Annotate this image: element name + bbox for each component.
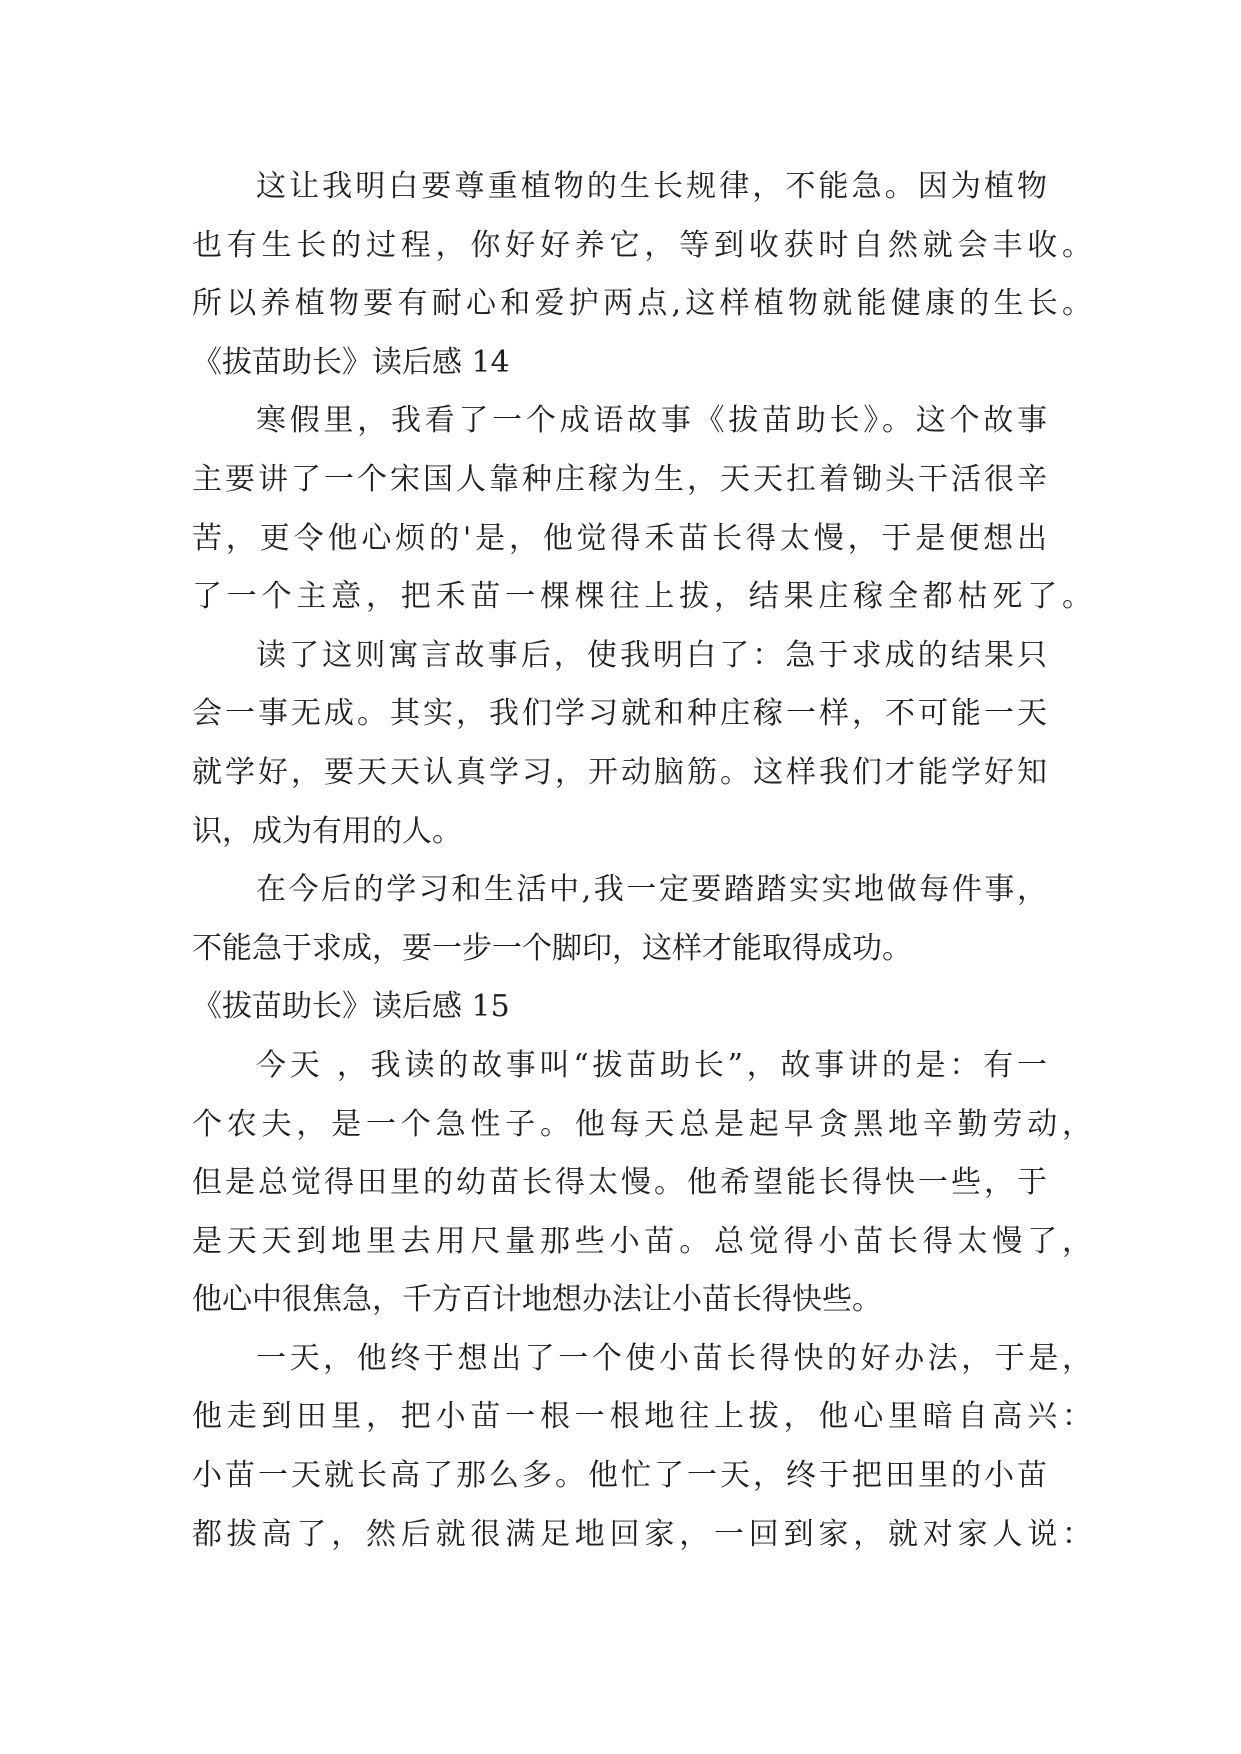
text-line: 他心中很焦急，千方百计地想办法让小苗长得快些。 (192, 1282, 882, 1318)
text-line: 是天天到地里去用尺量那些小苗。总觉得小苗长得太慢了， (192, 1223, 1092, 1259)
text-line: 个农夫，是一个急性子。他每天总是起早贪黑地辛勤劳动， (192, 1106, 1092, 1142)
text-line: 这让我明白要尊重植物的生长规律，不能急。因为植物 (256, 169, 1047, 204)
text-line: 今天 ，我读的故事叫“拔苗助长”，故事讲的是：有一 (256, 1047, 1047, 1083)
text-line: 但是总觉得田里的幼苗长得太慢。他希望能长得快一些，于 (192, 1165, 1047, 1201)
text-line: 他走到田里，把小苗一根一根地往上拔，他心里暗自高兴： (192, 1399, 1092, 1435)
text-line: 会一事无成。其实，我们学习就和种庄稼一样，不可能一天 (192, 696, 1047, 732)
text-line: 在今后的学习和生活中,我一定要踏踏实实地做每件事， (256, 872, 1047, 908)
text-line: 苦，更令他心烦的'是，他觉得禾苗长得太慢，于是便想出 (192, 520, 1047, 556)
text-line: 小苗一天就长高了那么多。他忙了一天，终于把田里的小苗 (192, 1458, 1047, 1494)
text-line: 寒假里，我看了一个成语故事《拔苗助长》。这个故事 (256, 403, 1047, 439)
text-line: 识，成为有用的人。 (192, 813, 462, 849)
text-line: 就学好，要天天认真学习，开动脑筋。这样我们才能学好知 (192, 754, 1047, 790)
text-line: 一天，他终于想出了一个使小苗长得快的好办法，于是， (256, 1340, 1092, 1376)
text-line: 所以养植物要有耐心和爱护两点,这样植物就能健康的生长。 (192, 286, 1092, 322)
text-line: 主要讲了一个宋国人靠种庄稼为生，天天扛着锄头干活很辛 (192, 461, 1047, 497)
text-line: 都拔高了，然后就很满足地回家，一回到家，就对家人说： (192, 1516, 1092, 1552)
section-heading: 《拔苗助长》读后感 14 (192, 344, 510, 380)
text-line: 读了这则寓言故事后，使我明白了：急于求成的结果只 (256, 637, 1047, 673)
section-heading: 《拔苗助长》读后感 15 (192, 989, 510, 1025)
text-line: 不能急于求成，要一步一个脚印，这样才能取得成功。 (192, 930, 912, 966)
text-line: 了一个主意，把禾苗一棵棵往上拔，结果庄稼全都枯死了。 (192, 579, 1092, 615)
text-line: 也有生长的过程，你好好养它，等到收获时自然就会丰收。 (192, 227, 1092, 263)
document-body (192, 158, 1092, 1564)
